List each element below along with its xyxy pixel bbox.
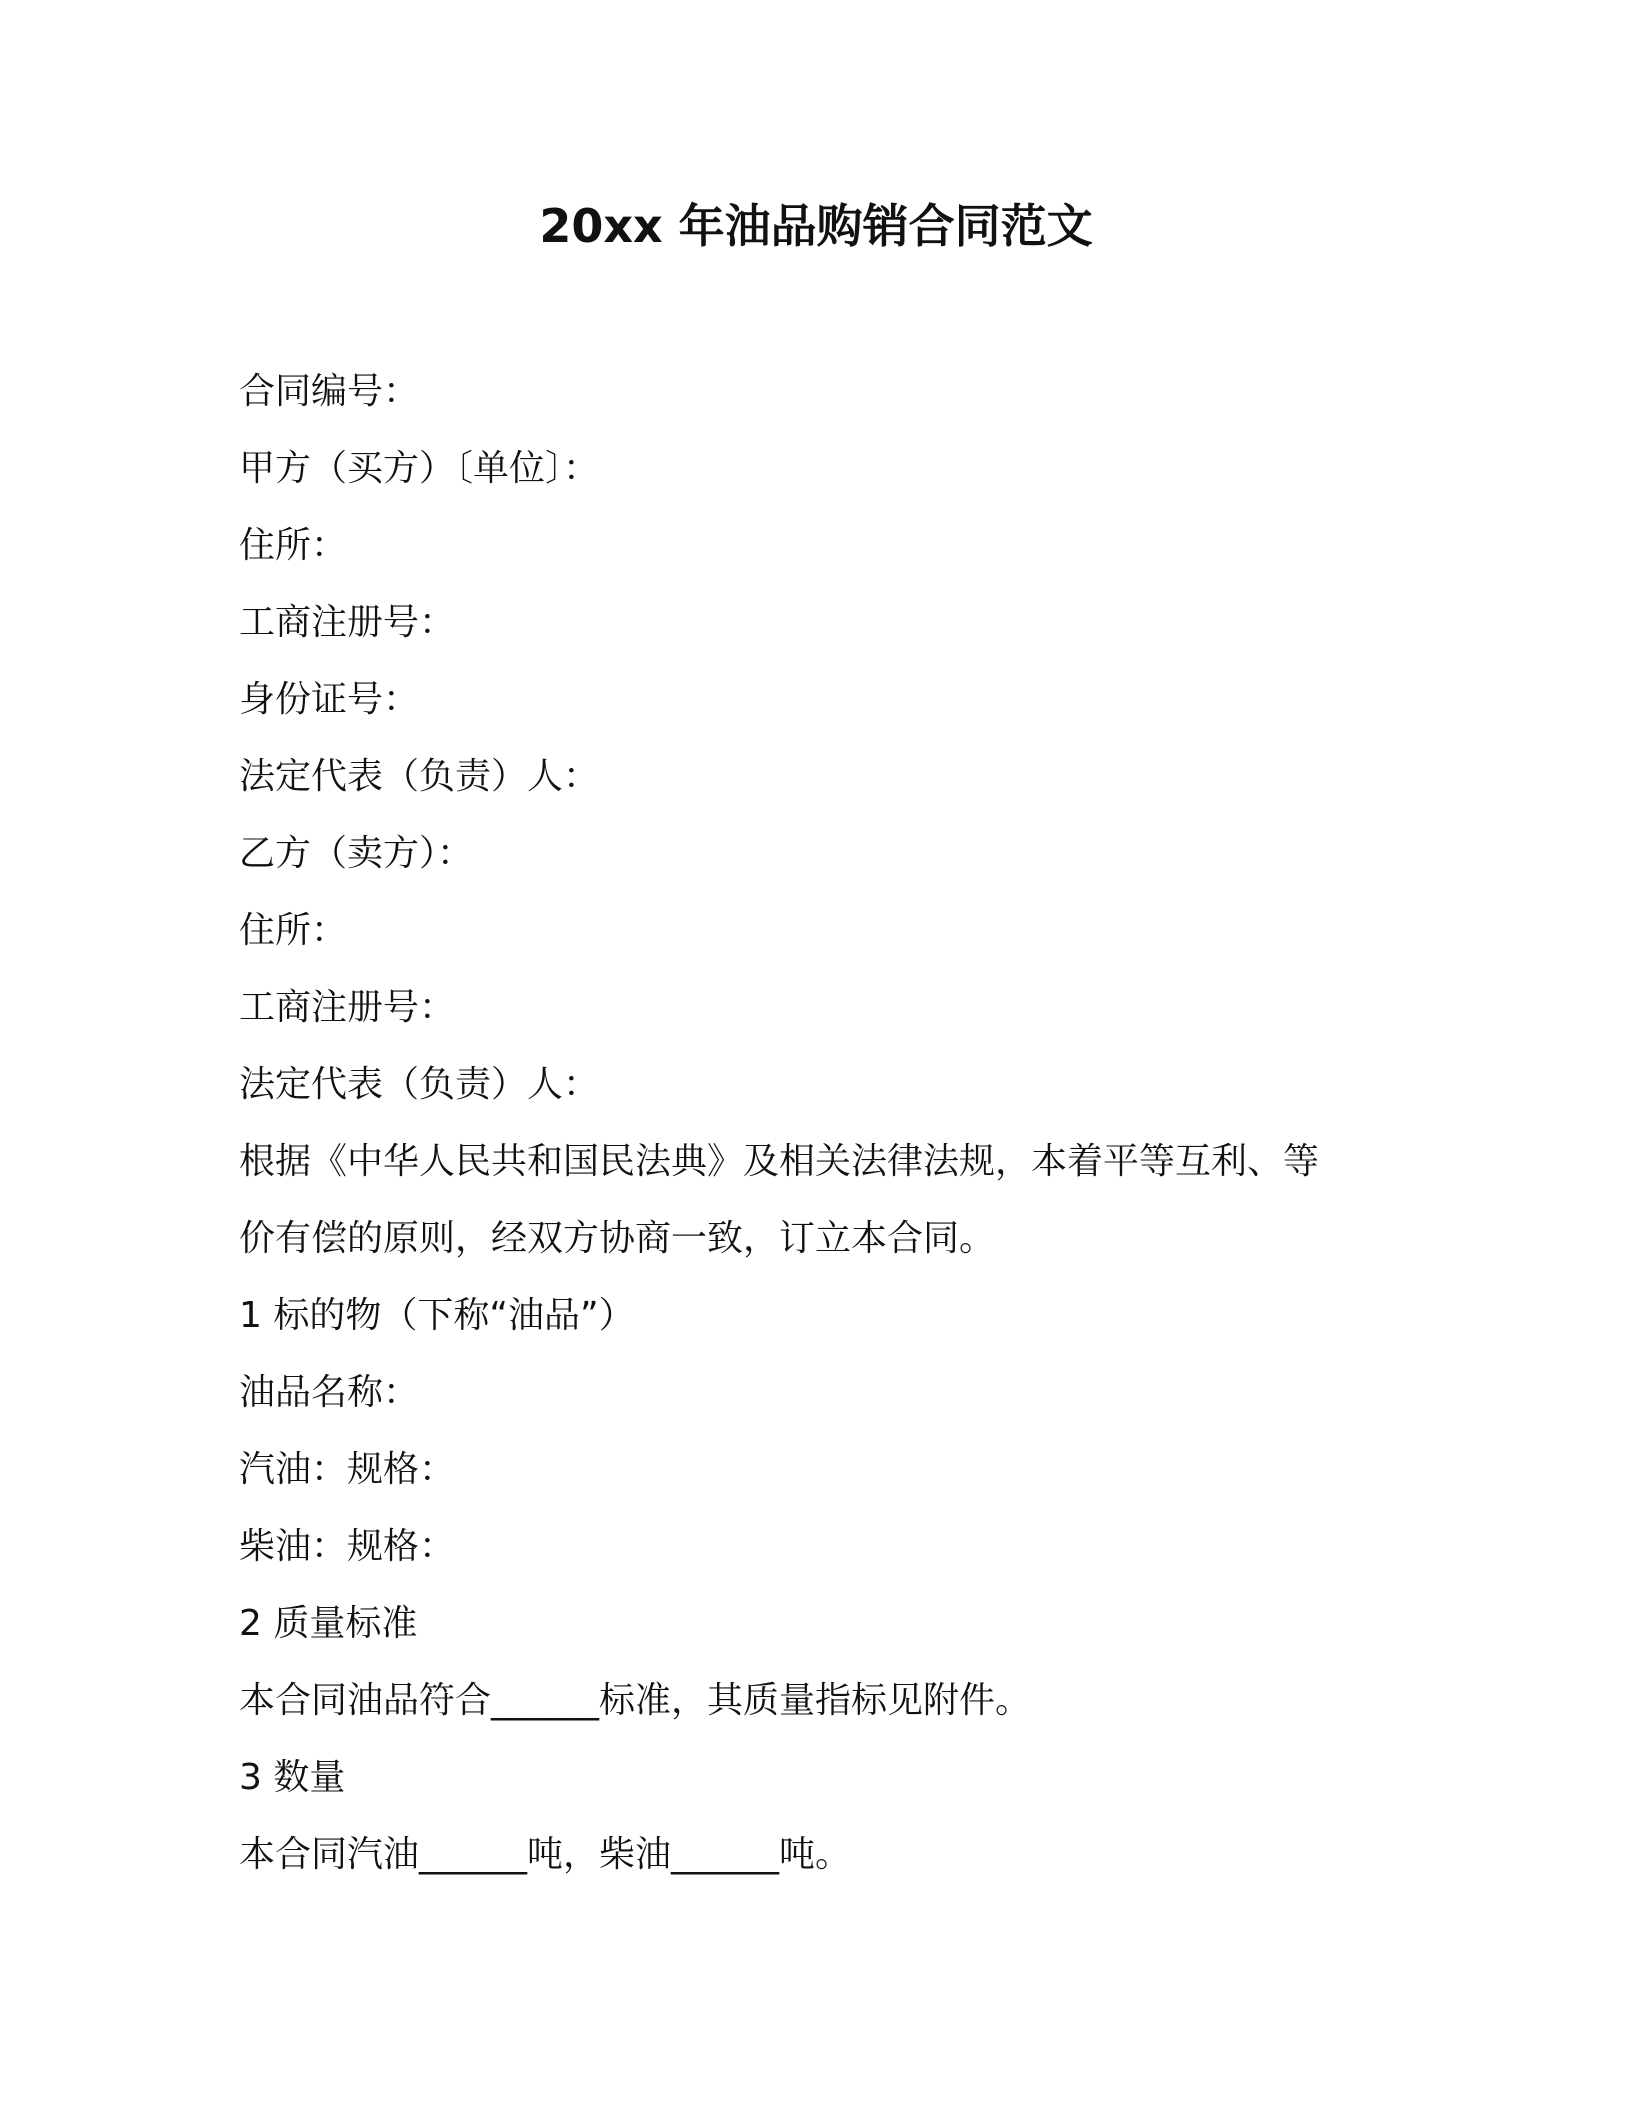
party-b-representative-line: 法定代表（负责）人：	[239, 1064, 600, 1105]
party-b-address-line: 住所：	[239, 910, 348, 951]
document-body	[239, 353, 1399, 1893]
contract-number-line: 合同编号：	[239, 371, 420, 412]
section-2-heading: 2 质量标准	[239, 1603, 418, 1644]
section-1-heading: 1 标的物（下称“油品”）	[239, 1295, 635, 1336]
document-title: 20xx 年油品购销合同范文	[539, 199, 1093, 253]
section-3-heading: 3 数量	[239, 1757, 346, 1798]
quality-standard-line: 本合同油品符合______标准，其质量指标见附件。	[239, 1680, 1032, 1721]
party-b-line: 乙方（卖方）：	[239, 833, 474, 874]
party-a-address-line: 住所：	[239, 525, 348, 566]
party-b-registration-line: 工商注册号：	[239, 987, 456, 1028]
party-a-line: 甲方（买方）〔单位〕：	[239, 448, 600, 489]
party-a-id-line: 身份证号：	[239, 679, 420, 720]
quantity-line: 本合同汽油______吨，柴油______吨。	[239, 1834, 852, 1875]
party-a-registration-line: 工商注册号：	[239, 602, 456, 643]
preamble-line-2: 价有偿的原则，经双方协商一致，订立本合同。	[239, 1218, 996, 1259]
diesel-spec-line: 柴油：规格：	[239, 1526, 456, 1567]
party-a-representative-line: 法定代表（负责）人：	[239, 756, 600, 797]
preamble-line-1: 根据《中华人民共和国民法典》及相关法律法规，本着平等互利、等	[239, 1141, 1320, 1182]
oil-name-line: 油品名称：	[239, 1372, 420, 1413]
gasoline-spec-line: 汽油：规格：	[239, 1449, 456, 1490]
